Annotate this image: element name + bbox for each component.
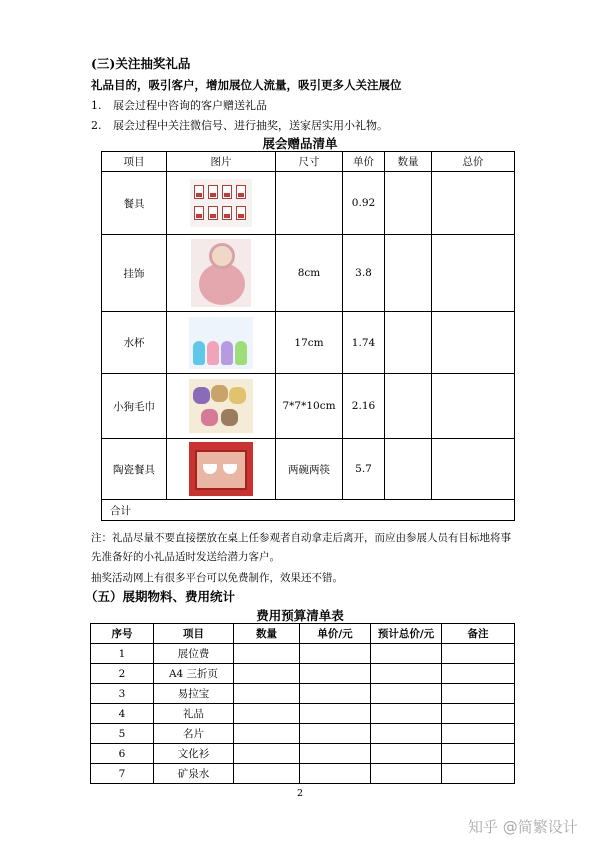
cell-price: 2.16: [343, 374, 385, 439]
cell-size: 7*7*10cm: [276, 374, 343, 439]
table-row: [102, 374, 515, 439]
total-label: 合计: [102, 500, 515, 521]
cell-empty: [300, 664, 371, 684]
table-row: [91, 664, 515, 684]
cell-item: 易拉宝: [154, 684, 234, 704]
cell-no: 1: [91, 644, 154, 664]
cell-item: 小狗毛巾: [102, 374, 167, 439]
cell-empty: [300, 744, 371, 764]
cell-empty: [442, 704, 515, 724]
cell-empty: [300, 704, 371, 724]
cell-item: A4 三折页: [154, 664, 234, 684]
cell-qty: [385, 172, 432, 235]
cell-no: 4: [91, 704, 154, 724]
table-row: [102, 235, 515, 312]
note-line: 抽奖活动网上有很多平台可以免费制作，效果还不错。: [91, 572, 343, 584]
cell-qty: [385, 312, 432, 374]
table-row: [102, 312, 515, 374]
table-row: [91, 704, 515, 724]
list-number: 1.: [91, 99, 102, 112]
cell-total: [432, 235, 515, 312]
table-row: [91, 764, 515, 784]
cell-no: 5: [91, 724, 154, 744]
cell-empty: [300, 644, 371, 664]
cell-qty: [385, 235, 432, 312]
cell-empty: [442, 744, 515, 764]
cell-qty: [385, 439, 432, 500]
cell-empty: [371, 764, 442, 784]
budget-table: [90, 623, 515, 784]
cell-empty: [300, 764, 371, 784]
cell-empty: [371, 704, 442, 724]
gift-table-caption: 展会赠品清单: [262, 136, 338, 151]
gift-table: [101, 151, 515, 521]
cell-size: 17cm: [276, 312, 343, 374]
cell-price: 5.7: [343, 439, 385, 500]
list-item: [91, 117, 388, 133]
section-heading-gifts: (三)关注抽奖礼品: [91, 56, 191, 71]
cell-empty: [300, 684, 371, 704]
cell-empty: [300, 724, 371, 744]
cell-no: 2: [91, 664, 154, 684]
cell-total: [432, 374, 515, 439]
col-header-item: 项目: [102, 152, 167, 172]
table-header-row: [102, 152, 515, 172]
cell-item: 陶瓷餐具: [102, 439, 167, 500]
cell-empty: [371, 664, 442, 684]
list-item: [91, 97, 267, 113]
budget-table-caption: 费用预算清单表: [256, 608, 344, 623]
cell-empty: [442, 764, 515, 784]
col-header-total: 总价: [432, 152, 515, 172]
col-header-remarks: 备注: [442, 624, 515, 644]
cell-no: 6: [91, 744, 154, 764]
cell-empty: [371, 724, 442, 744]
cell-item: 名片: [154, 724, 234, 744]
table-total-row: [102, 500, 515, 521]
cell-item: 展位费: [154, 644, 234, 664]
colorful-water-cups-image: [189, 317, 253, 369]
cell-item: 水杯: [102, 312, 167, 374]
col-header-no: 序号: [91, 624, 154, 644]
ceramic-tableware-set-image: [189, 442, 253, 496]
col-header-unit-price: 单价/元: [300, 624, 371, 644]
cell-total: [432, 312, 515, 374]
cell-item: 餐具: [102, 172, 167, 235]
watermark: 知乎 @简繁设计: [468, 818, 578, 836]
table-row: [91, 724, 515, 744]
cell-price: 0.92: [343, 172, 385, 235]
col-header-qty: 数量: [385, 152, 432, 172]
col-header-price: 单价: [343, 152, 385, 172]
cell-no: 7: [91, 764, 154, 784]
cell-picture: [167, 235, 276, 312]
cell-empty: [234, 664, 300, 684]
cell-empty: [234, 644, 300, 664]
list-text: 展会过程中关注微信号、进行抽奖，送家居实用小礼物。: [113, 119, 388, 132]
cell-item: 礼品: [154, 704, 234, 724]
cell-picture: [167, 172, 276, 235]
cell-item: 矿泉水: [154, 764, 234, 784]
cell-item: 文化衫: [154, 744, 234, 764]
page-number: 2: [296, 788, 304, 799]
col-header-picture: 图片: [167, 152, 276, 172]
col-header-qty: 数量: [234, 624, 300, 644]
section-heading-expenses: （五）展期物料、费用统计: [85, 589, 236, 604]
cell-no: 3: [91, 684, 154, 704]
cell-empty: [234, 684, 300, 704]
cell-price: 1.74: [343, 312, 385, 374]
cell-picture: [167, 312, 276, 374]
note-line: 先准备好的小礼品适时发送给潜力客户。: [91, 551, 280, 563]
table-row: [91, 684, 515, 704]
table-header-row: [91, 624, 515, 644]
cell-empty: [234, 704, 300, 724]
note-line: 注：礼品尽量不要直接摆放在桌上任参观者自动拿走后离开，而应由参展人员有目标地将事: [91, 532, 511, 544]
cell-empty: [234, 764, 300, 784]
list-number: 2.: [91, 119, 102, 132]
cell-empty: [442, 724, 515, 744]
cell-total: [432, 172, 515, 235]
list-text: 展会过程中咨询的客户赠送礼品: [113, 99, 267, 112]
cell-picture: [167, 374, 276, 439]
col-header-item: 项目: [154, 624, 234, 644]
cell-item: 挂饰: [102, 235, 167, 312]
table-row: [91, 744, 515, 764]
cell-empty: [371, 744, 442, 764]
puppy-towels-image: [189, 379, 253, 433]
cell-size: 两碗两筷: [276, 439, 343, 500]
cell-size: [276, 172, 343, 235]
cell-qty: [385, 374, 432, 439]
col-header-size: 尺寸: [276, 152, 343, 172]
table-row: [102, 439, 515, 500]
gift-purpose: 礼品目的，吸引客户，增加展位人流量，吸引更多人关注展位: [91, 78, 402, 92]
cell-picture: [167, 439, 276, 500]
cell-empty: [234, 744, 300, 764]
table-row: [91, 644, 515, 664]
tableware-gift-boxes-image: [190, 179, 252, 227]
col-header-est-total: 预计总价/元: [371, 624, 442, 644]
cell-empty: [442, 664, 515, 684]
cell-empty: [442, 684, 515, 704]
cell-price: 3.8: [343, 235, 385, 312]
cell-empty: [442, 644, 515, 664]
cell-size: 8cm: [276, 235, 343, 312]
cell-empty: [234, 724, 300, 744]
cell-empty: [371, 644, 442, 664]
cell-total: [432, 439, 515, 500]
table-row: [102, 172, 515, 235]
cell-empty: [371, 684, 442, 704]
plush-doll-keychain-image: [191, 239, 251, 307]
